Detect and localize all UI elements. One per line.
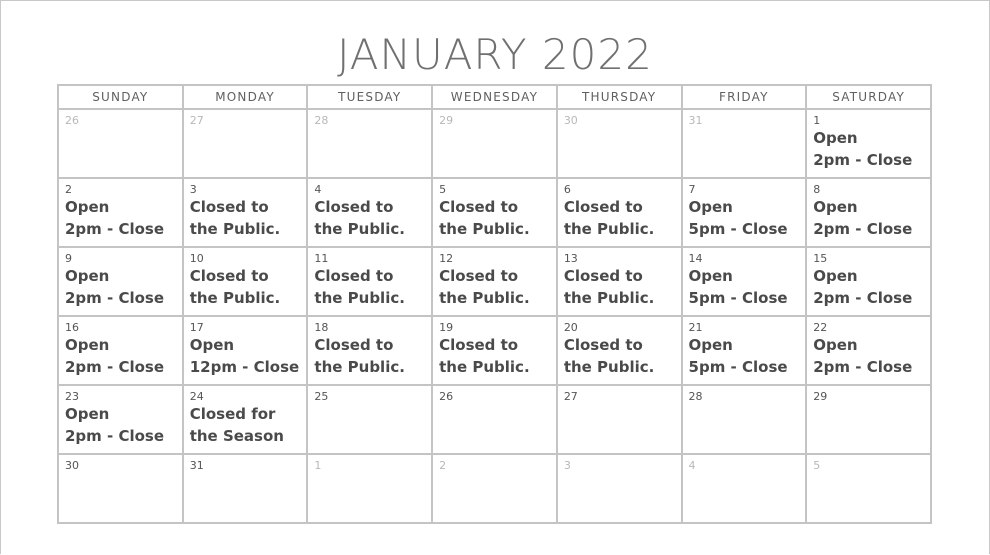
day-number: 22 (813, 321, 828, 334)
day-schedule-note: Open 5pm - Close (688, 336, 788, 376)
day-number: 21 (688, 321, 703, 334)
day-schedule-note: Open 2pm - Close (813, 267, 913, 307)
day-number: 31 (189, 459, 204, 472)
week-row (58, 454, 931, 523)
day-cell (307, 385, 432, 454)
day-number: 4 (314, 183, 322, 196)
day-schedule-note: Open 2pm - Close (65, 336, 165, 376)
week-row (58, 178, 931, 247)
day-cell (183, 454, 308, 523)
day-cell (557, 316, 682, 385)
day-number: 27 (189, 114, 204, 127)
week-row (58, 385, 931, 454)
day-cell (58, 316, 183, 385)
day-cell (806, 385, 931, 454)
day-cell (432, 178, 557, 247)
day-schedule-note: Open 2pm - Close (65, 267, 165, 307)
day-schedule-note: Open 12pm - Close (189, 336, 300, 376)
day-schedule-note: Open 2pm - Close (65, 198, 165, 238)
day-number: 2 (65, 183, 72, 196)
day-cell (58, 109, 183, 178)
day-number: 6 (563, 183, 571, 196)
weekday-header-monday: MONDAY (183, 85, 308, 109)
day-cell (307, 454, 432, 523)
day-cell (307, 247, 432, 316)
day-number: 17 (189, 321, 204, 334)
day-cell (682, 178, 807, 247)
day-schedule-note: Closed to the Public. (314, 267, 405, 307)
day-cell (307, 316, 432, 385)
day-schedule-note: Closed to the Public. (189, 198, 281, 238)
day-schedule-note: Closed to the Public. (439, 336, 530, 376)
day-number: 28 (314, 114, 329, 127)
day-number: 3 (563, 459, 571, 472)
day-number: 30 (563, 114, 578, 127)
day-schedule-note: Closed to the Public. (563, 336, 655, 376)
day-cell (432, 109, 557, 178)
day-cell (806, 178, 931, 247)
day-cell (806, 454, 931, 523)
day-schedule-note: Closed to the Public. (439, 267, 530, 307)
day-number: 4 (688, 459, 696, 472)
day-cell (432, 247, 557, 316)
day-cell (682, 385, 807, 454)
week-row (58, 316, 931, 385)
day-cell (58, 178, 183, 247)
day-number: 23 (65, 390, 79, 403)
day-number: 14 (688, 252, 703, 265)
calendar-grid (57, 84, 932, 524)
weekday-header-wednesday: WEDNESDAY (432, 85, 557, 109)
day-schedule-note: Closed to the Public. (563, 198, 655, 238)
day-cell (557, 247, 682, 316)
day-number: 18 (314, 321, 329, 334)
day-cell (432, 385, 557, 454)
day-cell (183, 109, 308, 178)
day-number: 27 (563, 390, 578, 403)
weekday-header-friday: FRIDAY (682, 85, 807, 109)
calendar-body (58, 109, 931, 523)
day-number: 8 (813, 183, 821, 196)
day-number: 24 (189, 390, 204, 403)
week-row (58, 247, 931, 316)
day-number: 30 (65, 459, 79, 472)
day-cell (307, 109, 432, 178)
day-number: 26 (65, 114, 79, 127)
day-number: 29 (813, 390, 828, 403)
day-number: 25 (314, 390, 329, 403)
day-cell (432, 316, 557, 385)
day-cell (183, 247, 308, 316)
day-number: 26 (439, 390, 454, 403)
day-number: 1 (314, 459, 322, 472)
day-number: 10 (189, 252, 204, 265)
day-cell (557, 178, 682, 247)
weekday-header-sunday: SUNDAY (58, 85, 183, 109)
day-number: 15 (813, 252, 828, 265)
day-number: 29 (439, 114, 454, 127)
weekday-header-saturday: SATURDAY (806, 85, 931, 109)
weekday-header-thursday: THURSDAY (557, 85, 682, 109)
day-schedule-note: Open 2pm - Close (813, 336, 913, 376)
day-schedule-note: Closed to the Public. (563, 267, 655, 307)
day-cell (682, 109, 807, 178)
day-schedule-note: Open 5pm - Close (688, 198, 788, 238)
day-number: 16 (65, 321, 79, 334)
day-cell (806, 247, 931, 316)
day-cell (557, 385, 682, 454)
day-cell (58, 385, 183, 454)
weekday-header-row (58, 85, 931, 109)
day-number: 1 (813, 114, 821, 127)
day-schedule-note: Closed for the Season (189, 405, 284, 445)
day-cell (682, 454, 807, 523)
week-row (58, 109, 931, 178)
day-number: 5 (439, 183, 447, 196)
day-schedule-note: Closed to the Public. (189, 267, 281, 307)
day-schedule-note: Open 2pm - Close (813, 198, 913, 238)
day-cell (183, 178, 308, 247)
day-cell (307, 178, 432, 247)
day-number: 7 (688, 183, 696, 196)
day-number: 20 (563, 321, 578, 334)
day-number: 28 (688, 390, 703, 403)
day-schedule-note: Open 2pm - Close (813, 129, 913, 169)
day-number: 31 (688, 114, 703, 127)
calendar-title: JANUARY 2022 (337, 30, 653, 79)
day-cell (806, 109, 931, 178)
day-schedule-note: Closed to the Public. (439, 198, 530, 238)
day-number: 12 (439, 252, 454, 265)
day-number: 2 (439, 459, 447, 472)
weekday-header-tuesday: TUESDAY (307, 85, 432, 109)
day-number: 11 (314, 252, 329, 265)
day-cell (183, 385, 308, 454)
day-cell (557, 454, 682, 523)
day-number: 9 (65, 252, 72, 265)
day-cell (183, 316, 308, 385)
day-cell (58, 454, 183, 523)
day-cell (682, 247, 807, 316)
day-cell (682, 316, 807, 385)
day-number: 19 (439, 321, 454, 334)
day-cell (58, 247, 183, 316)
day-cell (557, 109, 682, 178)
day-cell (432, 454, 557, 523)
day-schedule-note: Closed to the Public. (314, 198, 405, 238)
day-cell (806, 316, 931, 385)
day-number: 5 (813, 459, 821, 472)
day-schedule-note: Closed to the Public. (314, 336, 405, 376)
day-schedule-note: Open 2pm - Close (65, 405, 165, 445)
day-schedule-note: Open 5pm - Close (688, 267, 788, 307)
day-number: 3 (189, 183, 197, 196)
day-number: 13 (563, 252, 578, 265)
